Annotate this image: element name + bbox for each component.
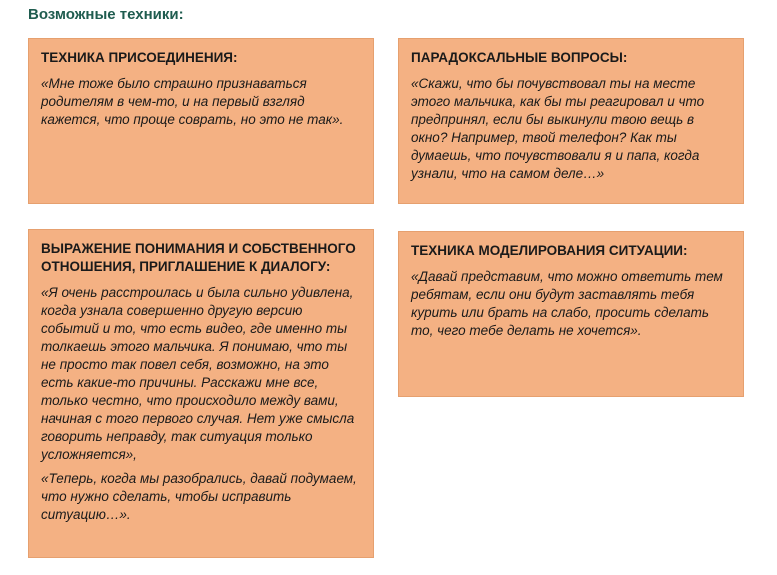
- card-title: ПАРАДОКСАЛЬНЫЕ ВОПРОСЫ:: [411, 50, 628, 65]
- card-quote: «Я очень расстроилась и была сильно удивлена, когда узнала совершенно другую версию событий и то, что есть видео, где именно ты толкаешь этого мальчика. Я понимаю, что ты не просто так повел себя, возможно, на это есть какие-то причины. Расскажи мне все, только честно, что происходило между вами, начиная с того первого случая. Нет уже смысла говорить неправду, так ситуация только усложняется»,: [41, 285, 355, 462]
- card-quote: «Скажи, что бы почувствовал ты на месте этого мальчика, как бы ты реагировал и что предпринял, если бы выкинули твою вещь в окно? Например, твой телефон? Как ты думаешь, что почувствовали я и папа, когда узнали, что на самом деле…»: [411, 76, 705, 181]
- technique-card-paradoxical-questions: [398, 38, 744, 204]
- technique-card-joining: [28, 38, 374, 204]
- card-title: ВЫРАЖЕНИЕ ПОНИМАНИЯ И СОБСТВЕННОГО ОТНОШЕНИЯ, ПРИГЛАШЕНИЕ К ДИАЛОГУ:: [41, 241, 356, 274]
- section-heading: Возможные техники:: [28, 6, 184, 23]
- card-title: ТЕХНИКА ПРИСОЕДИНЕНИЯ:: [41, 50, 238, 65]
- card-title: ТЕХНИКА МОДЕЛИРОВАНИЯ СИТУАЦИИ:: [411, 243, 688, 258]
- card-quote: «Мне тоже было страшно признаваться родителям в чем-то, и на первый взгляд кажется, что проще соврать, но это не так».: [41, 76, 344, 127]
- technique-card-situation-modeling: [398, 231, 744, 397]
- card-quote: «Давай представим, что можно ответить тем ребятам, если они будут заставлять тебя курить или брать на слабо, просить сделать то, чего тебе делать не хочется».: [411, 269, 723, 338]
- card-quote: «Теперь, когда мы разобрались, давай подумаем, что нужно сделать, чтобы исправить ситуацию…».: [41, 471, 357, 522]
- technique-card-understanding-dialogue: [28, 229, 374, 558]
